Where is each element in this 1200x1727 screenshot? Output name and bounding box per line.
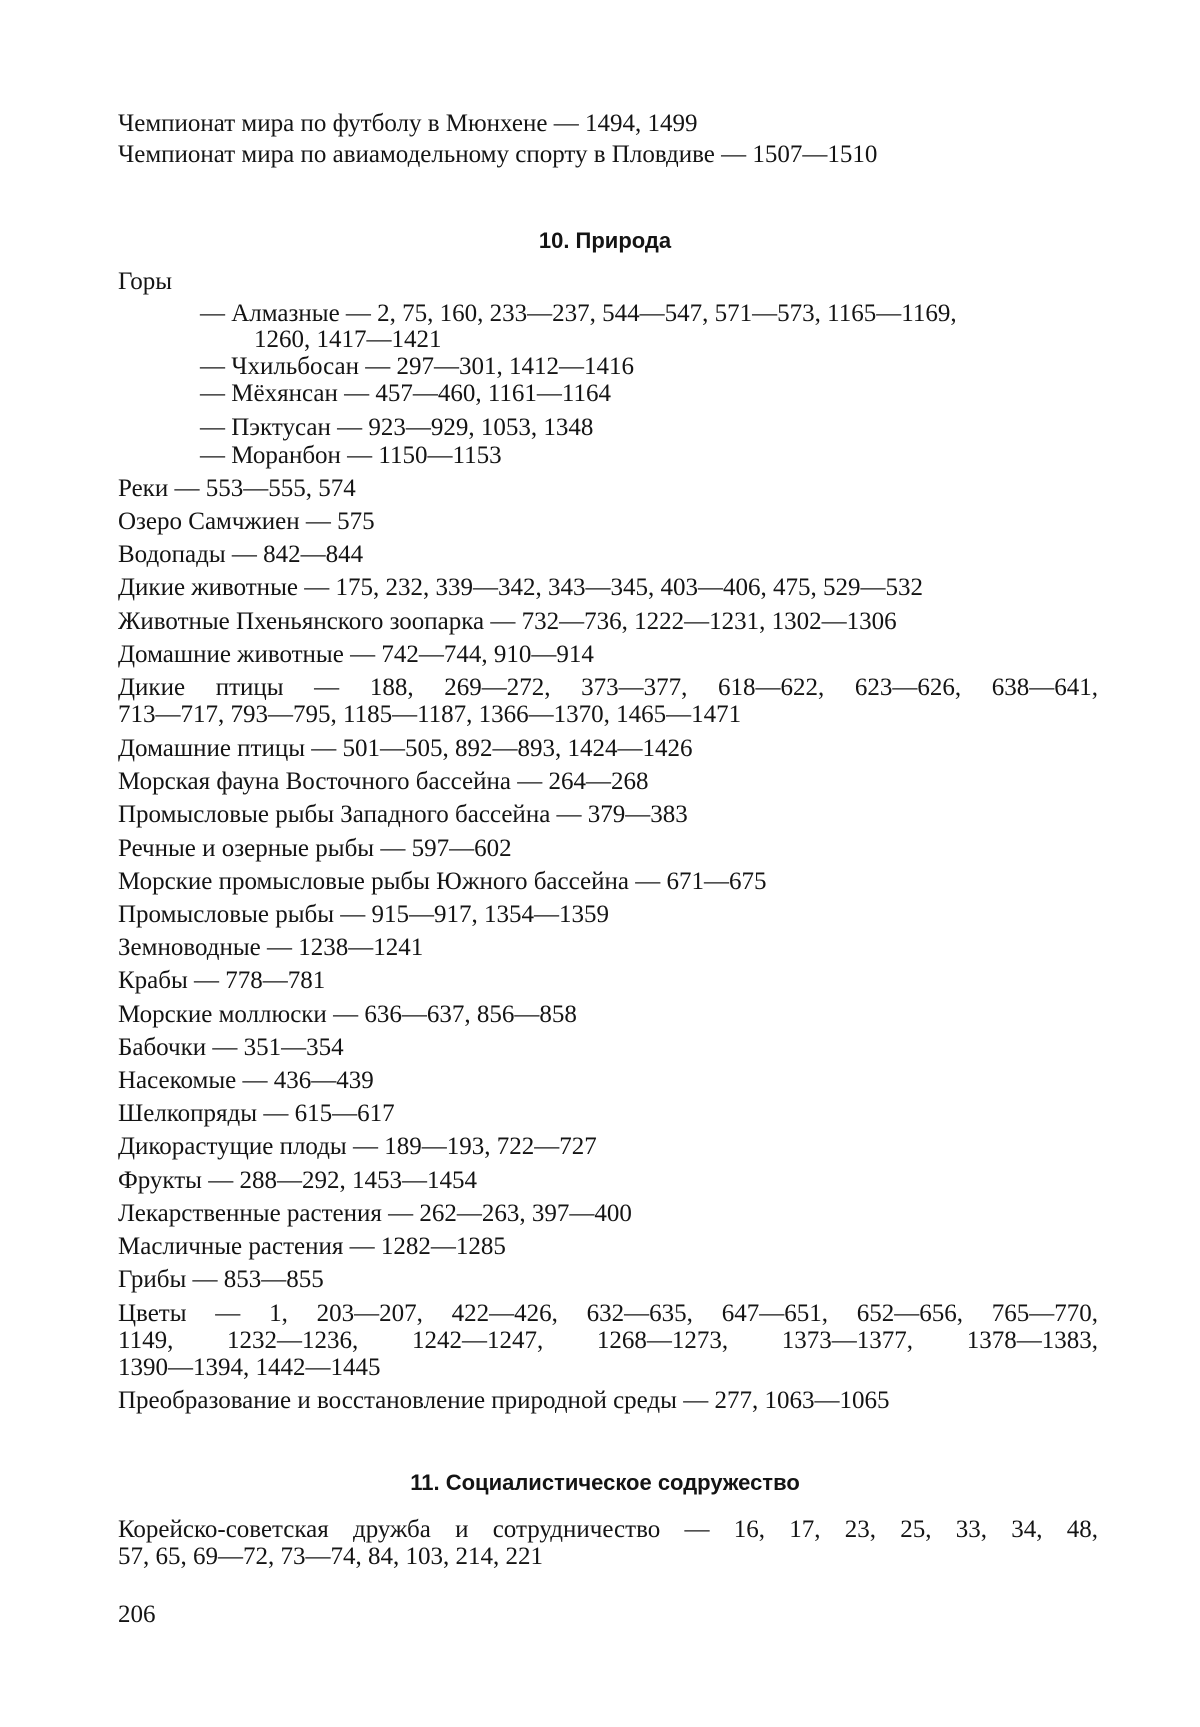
index-entry: Промысловые рыбы — 915—917, 1354—1359 xyxy=(118,901,610,928)
index-subentry: — Моранбон — 1150—1153 xyxy=(200,442,502,469)
index-entry: Озеро Самчжиен — 575 xyxy=(118,508,375,535)
index-entry: Преобразование и восстановление природной среды — 277, 1063—1065 xyxy=(118,1387,890,1414)
index-entry-continuation: 713—717, 793—795, 1185—1187, 1366—1370, 1465—1471 xyxy=(118,701,742,728)
index-entry: Домашние животные — 742—744, 910—914 xyxy=(118,641,594,668)
index-subentry-continuation: 1260, 1417—1421 xyxy=(254,326,442,353)
index-entry: Грибы — 853—855 xyxy=(118,1266,324,1293)
index-entry: Бабочки — 351—354 xyxy=(118,1034,344,1061)
index-entry: Насекомые — 436—439 xyxy=(118,1067,374,1094)
index-entry: Морские моллюски — 636—637, 856—858 xyxy=(118,1001,577,1028)
index-subentry: — Чхильбосан — 297—301, 1412—1416 xyxy=(200,353,634,380)
index-entry: Корейско-советская дружба и сотрудничество — 16, 17, 23, 25, 33, 34, 48, xyxy=(118,1516,1098,1543)
index-entry: Крабы — 778—781 xyxy=(118,967,326,994)
index-entry: Чемпионат мира по авиамодельному спорту в Пловдиве — 1507—1510 xyxy=(118,141,878,168)
index-entry: Дикие птицы — 188, 269—272, 373—377, 618—622, 623—626, 638—641, xyxy=(118,674,1098,701)
index-entry: Домашние птицы — 501—505, 892—893, 1424—1426 xyxy=(118,735,693,762)
index-entry: Чемпионат мира по футболу в Мюнхене — 1494, 1499 xyxy=(118,110,698,137)
index-entry: Морские промысловые рыбы Южного бассейна — 671—675 xyxy=(118,868,767,895)
index-subentry: — Алмазные — 2, 75, 160, 233—237, 544—547, 571—573, 1165—1169, xyxy=(200,300,957,327)
index-entry: Дикорастущие плоды — 189—193, 722—727 xyxy=(118,1133,597,1160)
index-entry-continuation: 1390—1394, 1442—1445 xyxy=(118,1354,381,1381)
index-entry: Животные Пхеньянского зоопарка — 732—736, 1222—1231, 1302—1306 xyxy=(118,608,897,635)
index-entry: Шелкопряды — 615—617 xyxy=(118,1100,395,1127)
index-entry: Промысловые рыбы Западного бассейна — 379—383 xyxy=(118,801,688,828)
index-entry: Водопады — 842—844 xyxy=(118,541,364,568)
index-entry: Морская фауна Восточного бассейна — 264—268 xyxy=(118,768,649,795)
index-subentry: — Пэктусан — 923—929, 1053, 1348 xyxy=(200,414,594,441)
index-entry: Земноводные — 1238—1241 xyxy=(118,934,424,961)
page-number: 206 xyxy=(118,1601,156,1628)
index-entry: Лекарственные растения — 262—263, 397—400 xyxy=(118,1200,632,1227)
index-entry-continuation: 1149, 1232—1236, 1242—1247, 1268—1273, 1373—1377, 1378—1383, xyxy=(118,1327,1098,1354)
index-entry-continuation: 57, 65, 69—72, 73—74, 84, 103, 214, 221 xyxy=(118,1543,543,1570)
index-group-label: Горы xyxy=(118,268,173,295)
index-entry: Масличные растения — 1282—1285 xyxy=(118,1233,506,1260)
index-entry: Реки — 553—555, 574 xyxy=(118,475,356,502)
index-entry: Дикие животные — 175, 232, 339—342, 343—345, 403—406, 475, 529—532 xyxy=(118,574,923,601)
index-entry: Цветы — 1, 203—207, 422—426, 632—635, 647—651, 652—656, 765—770, xyxy=(118,1300,1098,1327)
section-heading-socialist-commonwealth: 11. Социалистическое содружество xyxy=(410,1470,800,1495)
index-entry: Речные и озерные рыбы — 597—602 xyxy=(118,835,512,862)
index-subentry: — Мёхянсан — 457—460, 1161—1164 xyxy=(200,380,611,407)
section-heading-nature: 10. Природа xyxy=(538,228,672,253)
index-entry: Фрукты — 288—292, 1453—1454 xyxy=(118,1167,477,1194)
